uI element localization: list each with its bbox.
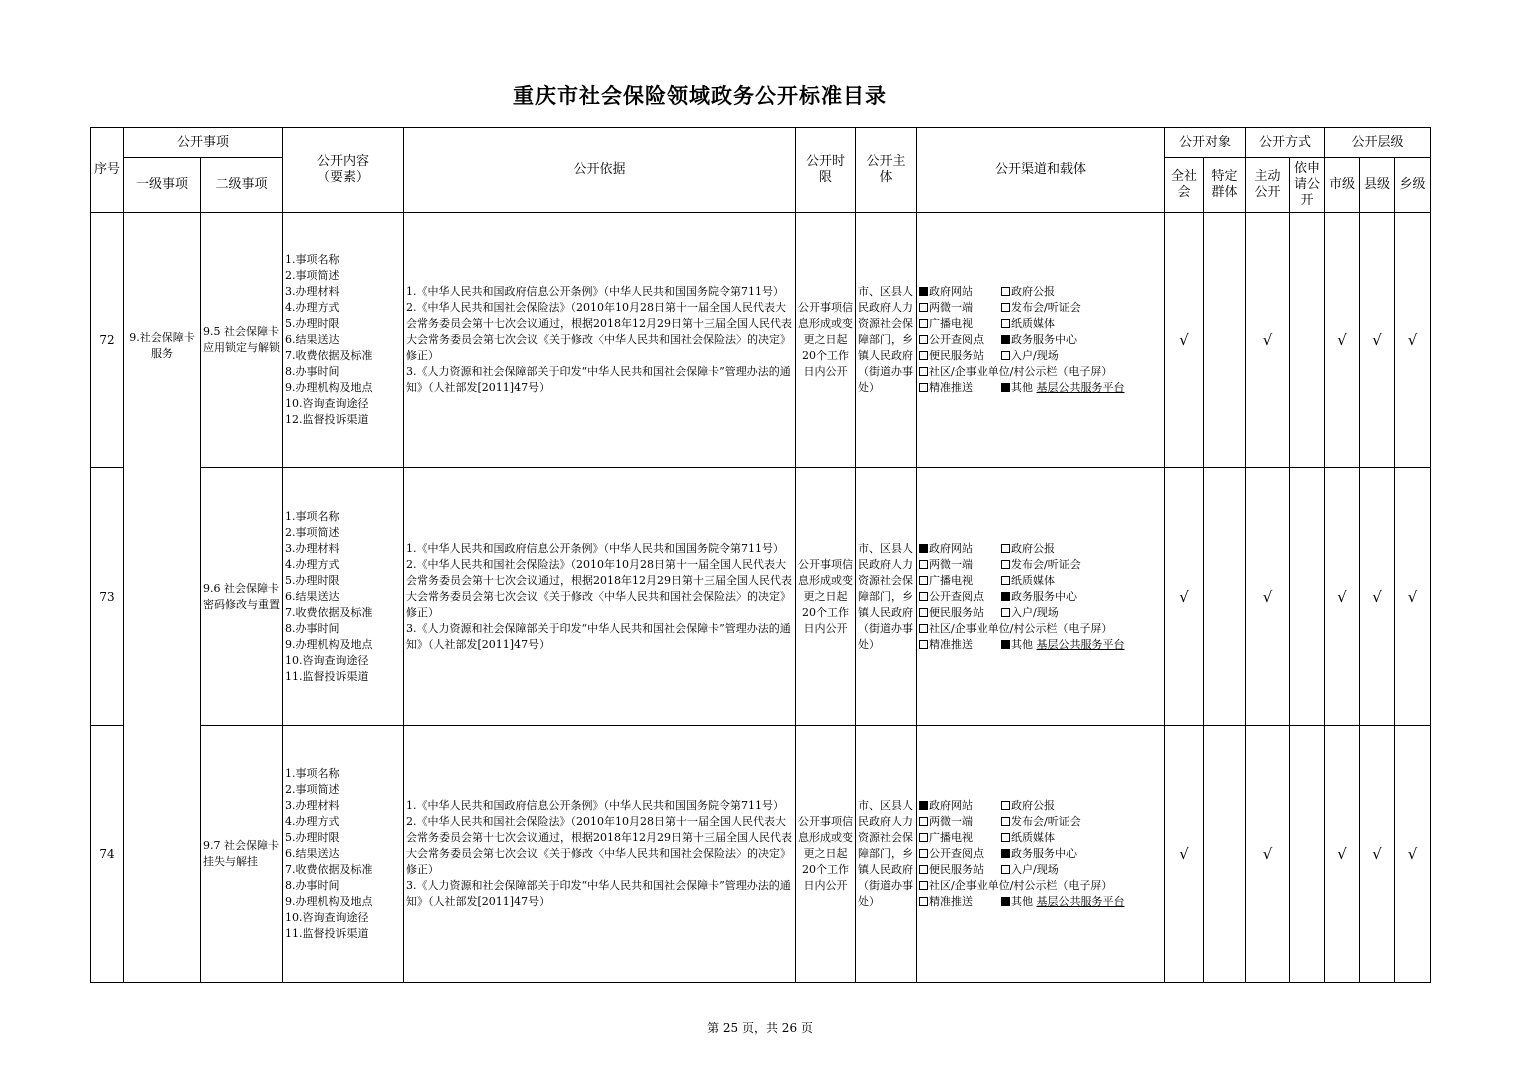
- content-item: 5.办理时限: [285, 317, 340, 330]
- check-mark: √: [1360, 726, 1395, 983]
- content-item: 3.办理材料: [285, 541, 340, 555]
- channel-option: 纸质媒体: [1011, 317, 1056, 330]
- content-item: 4.办理方式: [285, 815, 340, 828]
- channel-option: 入户/现场: [1011, 605, 1059, 619]
- channel-option: 入户/现场: [1011, 863, 1059, 876]
- header-object-all: 全社会: [1165, 158, 1204, 213]
- check-mark: √: [1165, 213, 1204, 468]
- checkbox-empty-icon: [919, 849, 928, 858]
- checkbox-empty-icon: [1001, 303, 1010, 312]
- channel-option: 发布会/听证会: [1011, 815, 1081, 828]
- check-mark: √: [1246, 726, 1290, 983]
- channel-option: 政务服务中心: [1011, 589, 1078, 603]
- basis-item: 3.《人力资源和社会保障部关于印发“中华人民共和国社会保障卡”管理办法的通知》（人社部发[2011]47号）: [406, 879, 791, 908]
- content-item: 8.办事时间: [285, 879, 340, 892]
- level2-item: 9.5 社会保障卡应用锁定与解锁: [201, 213, 283, 468]
- checkbox-empty-icon: [919, 897, 928, 906]
- checkbox-empty-icon: [1001, 560, 1010, 569]
- time-limit: 公开事项信息形成或变更之日起20个工作日内公开: [796, 726, 856, 983]
- content-list: [283, 726, 404, 983]
- content-item: 2.事项简述: [285, 269, 340, 282]
- channel-option: 精准推送: [929, 895, 974, 908]
- content-item: 10.咨询查询途径: [285, 911, 369, 924]
- channel-option: 便民服务站: [929, 863, 985, 876]
- empty-cell: [1204, 213, 1246, 468]
- channel-option: 社区/企事业单位/村公示栏（电子屏）: [929, 365, 1113, 378]
- header-level-city: 市级: [1325, 158, 1360, 213]
- channel-option: 公开查阅点: [929, 847, 985, 860]
- content-item: 1.事项名称: [285, 253, 340, 266]
- checkbox-empty-icon: [1001, 817, 1010, 826]
- header-level-town: 乡级: [1395, 158, 1431, 213]
- channel-option: 其他: [1011, 637, 1034, 651]
- content-item: 1.事项名称: [285, 509, 340, 523]
- content-list: [283, 468, 404, 726]
- content-item: 7.收费依据及标准: [285, 863, 373, 876]
- time-limit: 公开事项信息形成或变更之日起20个工作日内公开: [796, 468, 856, 726]
- channel-other-value: 基层公共服务平台: [1036, 637, 1125, 651]
- channel-option: 两微一端: [929, 815, 974, 828]
- header-level1: 一级事项: [124, 158, 201, 213]
- check-mark: √: [1325, 213, 1360, 468]
- content-item: 9.办理机构及地点: [285, 895, 373, 908]
- content-item: 1.事项名称: [285, 767, 340, 780]
- subject: 市、区县人民政府人力资源社会保障部门，乡镇人民政府（街道办事处）: [856, 726, 917, 983]
- empty-cell: [1290, 468, 1325, 726]
- check-mark: √: [1246, 468, 1290, 726]
- checkbox-empty-icon: [919, 865, 928, 874]
- checkbox-empty-icon: [1001, 865, 1010, 874]
- checkbox-empty-icon: [919, 303, 928, 312]
- header-subject: 公开主体: [856, 128, 917, 213]
- checkbox-empty-icon: [919, 624, 928, 633]
- check-mark: √: [1165, 726, 1204, 983]
- check-mark: √: [1395, 213, 1431, 468]
- basis-item: 2.《中华人民共和国社会保险法》（2010年10月28日第十一届全国人民代表大会常务委员会第十七次会议通过，根据2018年12月29日第十三届全国人民代表大会常务委员会第七次会议《关于修改〈中华人民共和国社会保险法〉的决定》修正）: [406, 557, 793, 619]
- checkbox-empty-icon: [919, 351, 928, 360]
- checkbox-empty-icon: [919, 608, 928, 617]
- content-item: 6.结果送达: [285, 589, 340, 603]
- content-item: 3.办理材料: [285, 799, 340, 812]
- check-mark: √: [1395, 468, 1431, 726]
- table-row: [91, 468, 1431, 726]
- channel-option: 发布会/听证会: [1011, 557, 1081, 571]
- channel-option: 广播电视: [929, 317, 974, 330]
- channel-option: 政府网站: [929, 285, 974, 298]
- channel-option: 精准推送: [929, 637, 974, 651]
- checkbox-empty-icon: [919, 592, 928, 601]
- catalog-table: [90, 127, 1431, 983]
- content-item: 4.办理方式: [285, 301, 340, 314]
- basis-item: 1.《中华人民共和国政府信息公开条例》（中华人民共和国国务院令第711号）: [406, 285, 785, 298]
- channel-option: 公开查阅点: [929, 333, 985, 346]
- header-method-active: 主动公开: [1246, 158, 1290, 213]
- subject: 市、区县人民政府人力资源社会保障部门，乡镇人民政府（街道办事处）: [856, 213, 917, 468]
- channel-option: 社区/企事业单位/村公示栏（电子屏）: [929, 879, 1113, 892]
- channel-cell: [917, 726, 1165, 983]
- header-basis: 公开依据: [404, 128, 796, 213]
- checkbox-empty-icon: [1001, 576, 1010, 585]
- content-item: 10.咨询查询途径: [285, 397, 369, 410]
- channel-other-value: 基层公共服务平台: [1036, 895, 1125, 908]
- channel-other-value: 基层公共服务平台: [1036, 381, 1125, 394]
- row-seq: 72: [91, 213, 124, 468]
- content-item: 2.事项简述: [285, 783, 340, 796]
- checkbox-checked-icon: [1001, 897, 1010, 906]
- channel-option: 纸质媒体: [1011, 831, 1056, 844]
- channel-option: 精准推送: [929, 381, 974, 394]
- basis-item: 3.《人力资源和社会保障部关于印发“中华人民共和国社会保障卡”管理办法的通知》（人社部发[2011]47号）: [406, 365, 791, 394]
- header-level-county: 县级: [1360, 158, 1395, 213]
- level1-item: 9.社会保障卡服务: [124, 213, 201, 983]
- check-mark: √: [1395, 726, 1431, 983]
- checkbox-empty-icon: [919, 319, 928, 328]
- checkbox-checked-icon: [919, 801, 928, 810]
- channel-option: 政府公报: [1011, 541, 1056, 555]
- time-limit: 公开事项信息形成或变更之日起20个工作日内公开: [796, 213, 856, 468]
- empty-cell: [1204, 468, 1246, 726]
- content-item: 5.办理时限: [285, 831, 340, 844]
- header-time-limit: 公开时限: [796, 128, 856, 213]
- channel-option: 政府网站: [929, 799, 974, 812]
- header-method-apply: 依申请公开: [1290, 158, 1325, 213]
- check-mark: √: [1360, 468, 1395, 726]
- channel-option: 社区/企事业单位/村公示栏（电子屏）: [929, 621, 1113, 635]
- channel-cell: [917, 213, 1165, 468]
- checkbox-empty-icon: [1001, 833, 1010, 842]
- checkbox-checked-icon: [1001, 383, 1010, 392]
- checkbox-checked-icon: [1001, 849, 1010, 858]
- content-item: 10.咨询查询途径: [285, 653, 369, 667]
- basis-item: 1.《中华人民共和国政府信息公开条例》（中华人民共和国国务院令第711号）: [406, 799, 785, 812]
- checkbox-empty-icon: [919, 881, 928, 890]
- basis-cell: [404, 726, 796, 983]
- channel-option: 便民服务站: [929, 605, 985, 619]
- checkbox-checked-icon: [1001, 592, 1010, 601]
- checkbox-empty-icon: [919, 576, 928, 585]
- header-content: 公开内容（要素）: [283, 128, 404, 213]
- header-method: 公开方式: [1246, 128, 1325, 158]
- checkbox-empty-icon: [919, 367, 928, 376]
- checkbox-empty-icon: [1001, 801, 1010, 810]
- header-object: 公开对象: [1165, 128, 1246, 158]
- check-mark: √: [1325, 726, 1360, 983]
- channel-option: 其他: [1011, 895, 1034, 908]
- content-item: 6.结果送达: [285, 333, 340, 346]
- subject: 市、区县人民政府人力资源社会保障部门，乡镇人民政府（街道办事处）: [856, 468, 917, 726]
- checkbox-checked-icon: [1001, 640, 1010, 649]
- check-mark: √: [1165, 468, 1204, 726]
- table-row: [91, 726, 1431, 983]
- channel-option: 政府公报: [1011, 799, 1056, 812]
- page-title: 重庆市社会保险领域政务公开标准目录: [513, 84, 887, 108]
- checkbox-empty-icon: [919, 383, 928, 392]
- checkbox-empty-icon: [1001, 351, 1010, 360]
- empty-cell: [1290, 213, 1325, 468]
- channel-option: 政务服务中心: [1011, 333, 1078, 346]
- channel-option: 广播电视: [929, 573, 974, 587]
- row-seq: 74: [91, 726, 124, 983]
- basis-cell: [404, 213, 796, 468]
- row-seq: 73: [91, 468, 124, 726]
- empty-cell: [1204, 726, 1246, 983]
- content-item: 4.办理方式: [285, 557, 340, 571]
- basis-item: 3.《人力资源和社会保障部关于印发“中华人民共和国社会保障卡”管理办法的通知》（人社部发[2011]47号）: [406, 621, 791, 651]
- header-object-specific: 特定群体: [1204, 158, 1246, 213]
- content-list: [283, 213, 404, 468]
- check-mark: √: [1246, 213, 1290, 468]
- basis-item: 2.《中华人民共和国社会保险法》（2010年10月28日第十一届全国人民代表大会常务委员会第十七次会议通过，根据2018年12月29日第十三届全国人民代表大会常务委员会第七次会议《关于修改〈中华人民共和国社会保险法〉的决定》修正）: [406, 301, 793, 362]
- channel-option: 公开查阅点: [929, 589, 985, 603]
- header-seq: 序号: [91, 128, 124, 213]
- content-item: 9.办理机构及地点: [285, 637, 373, 651]
- table-row: [91, 213, 1431, 468]
- checkbox-empty-icon: [919, 640, 928, 649]
- channel-option: 其他: [1011, 381, 1034, 394]
- checkbox-empty-icon: [1001, 608, 1010, 617]
- channel-option: 政务服务中心: [1011, 847, 1078, 860]
- content-item: 5.办理时限: [285, 573, 340, 587]
- content-item: 6.结果送达: [285, 847, 340, 860]
- content-item: 7.收费依据及标准: [285, 605, 373, 619]
- channel-option: 发布会/听证会: [1011, 301, 1081, 314]
- checkbox-checked-icon: [919, 544, 928, 553]
- content-item: 8.办事时间: [285, 621, 340, 635]
- level2-item: 9.6 社会保障卡密码修改与重置: [201, 468, 283, 726]
- basis-item: 1.《中华人民共和国政府信息公开条例》（中华人民共和国国务院令第711号）: [406, 541, 785, 555]
- basis-cell: [404, 468, 796, 726]
- checkbox-empty-icon: [919, 335, 928, 344]
- content-item: 2.事项简述: [285, 525, 340, 539]
- checkbox-empty-icon: [919, 833, 928, 842]
- content-item: 3.办理材料: [285, 285, 340, 298]
- channel-option: 两微一端: [929, 557, 974, 571]
- content-item: 11.监督投诉渠道: [285, 669, 369, 683]
- channel-cell: [917, 468, 1165, 726]
- channel-option: 纸质媒体: [1011, 573, 1056, 587]
- level2-item: 9.7 社会保障卡挂失与解挂: [201, 726, 283, 983]
- header-channel: 公开渠道和载体: [917, 128, 1165, 213]
- checkbox-empty-icon: [919, 560, 928, 569]
- checkbox-empty-icon: [1001, 319, 1010, 328]
- checkbox-checked-icon: [1001, 335, 1010, 344]
- channel-option: 两微一端: [929, 301, 974, 314]
- check-mark: √: [1325, 468, 1360, 726]
- channel-option: 便民服务站: [929, 349, 985, 362]
- header-matter: 公开事项: [124, 128, 283, 158]
- header-level: 公开层级: [1325, 128, 1431, 158]
- checkbox-empty-icon: [919, 817, 928, 826]
- content-item: 9.办理机构及地点: [285, 381, 373, 394]
- channel-option: 政府公报: [1011, 285, 1056, 298]
- basis-item: 2.《中华人民共和国社会保险法》（2010年10月28日第十一届全国人民代表大会常务委员会第十七次会议通过，根据2018年12月29日第十三届全国人民代表大会常务委员会第七次会议《关于修改〈中华人民共和国社会保险法〉的决定》修正）: [406, 815, 793, 876]
- content-item: 11.监督投诉渠道: [285, 927, 369, 940]
- content-item: 8.办事时间: [285, 365, 340, 378]
- channel-option: 政府网站: [929, 541, 974, 555]
- header-level2: 二级事项: [201, 158, 283, 213]
- empty-cell: [1290, 726, 1325, 983]
- checkbox-empty-icon: [1001, 544, 1010, 553]
- check-mark: √: [1360, 213, 1395, 468]
- channel-option: 入户/现场: [1011, 349, 1059, 362]
- channel-option: 广播电视: [929, 831, 974, 844]
- content-item: 12.监督投诉渠道: [285, 413, 369, 426]
- content-item: 7.收费依据及标准: [285, 349, 373, 362]
- checkbox-empty-icon: [1001, 287, 1010, 296]
- checkbox-checked-icon: [919, 287, 928, 296]
- page-footer: 第 25 页，共 26 页: [707, 1021, 813, 1035]
